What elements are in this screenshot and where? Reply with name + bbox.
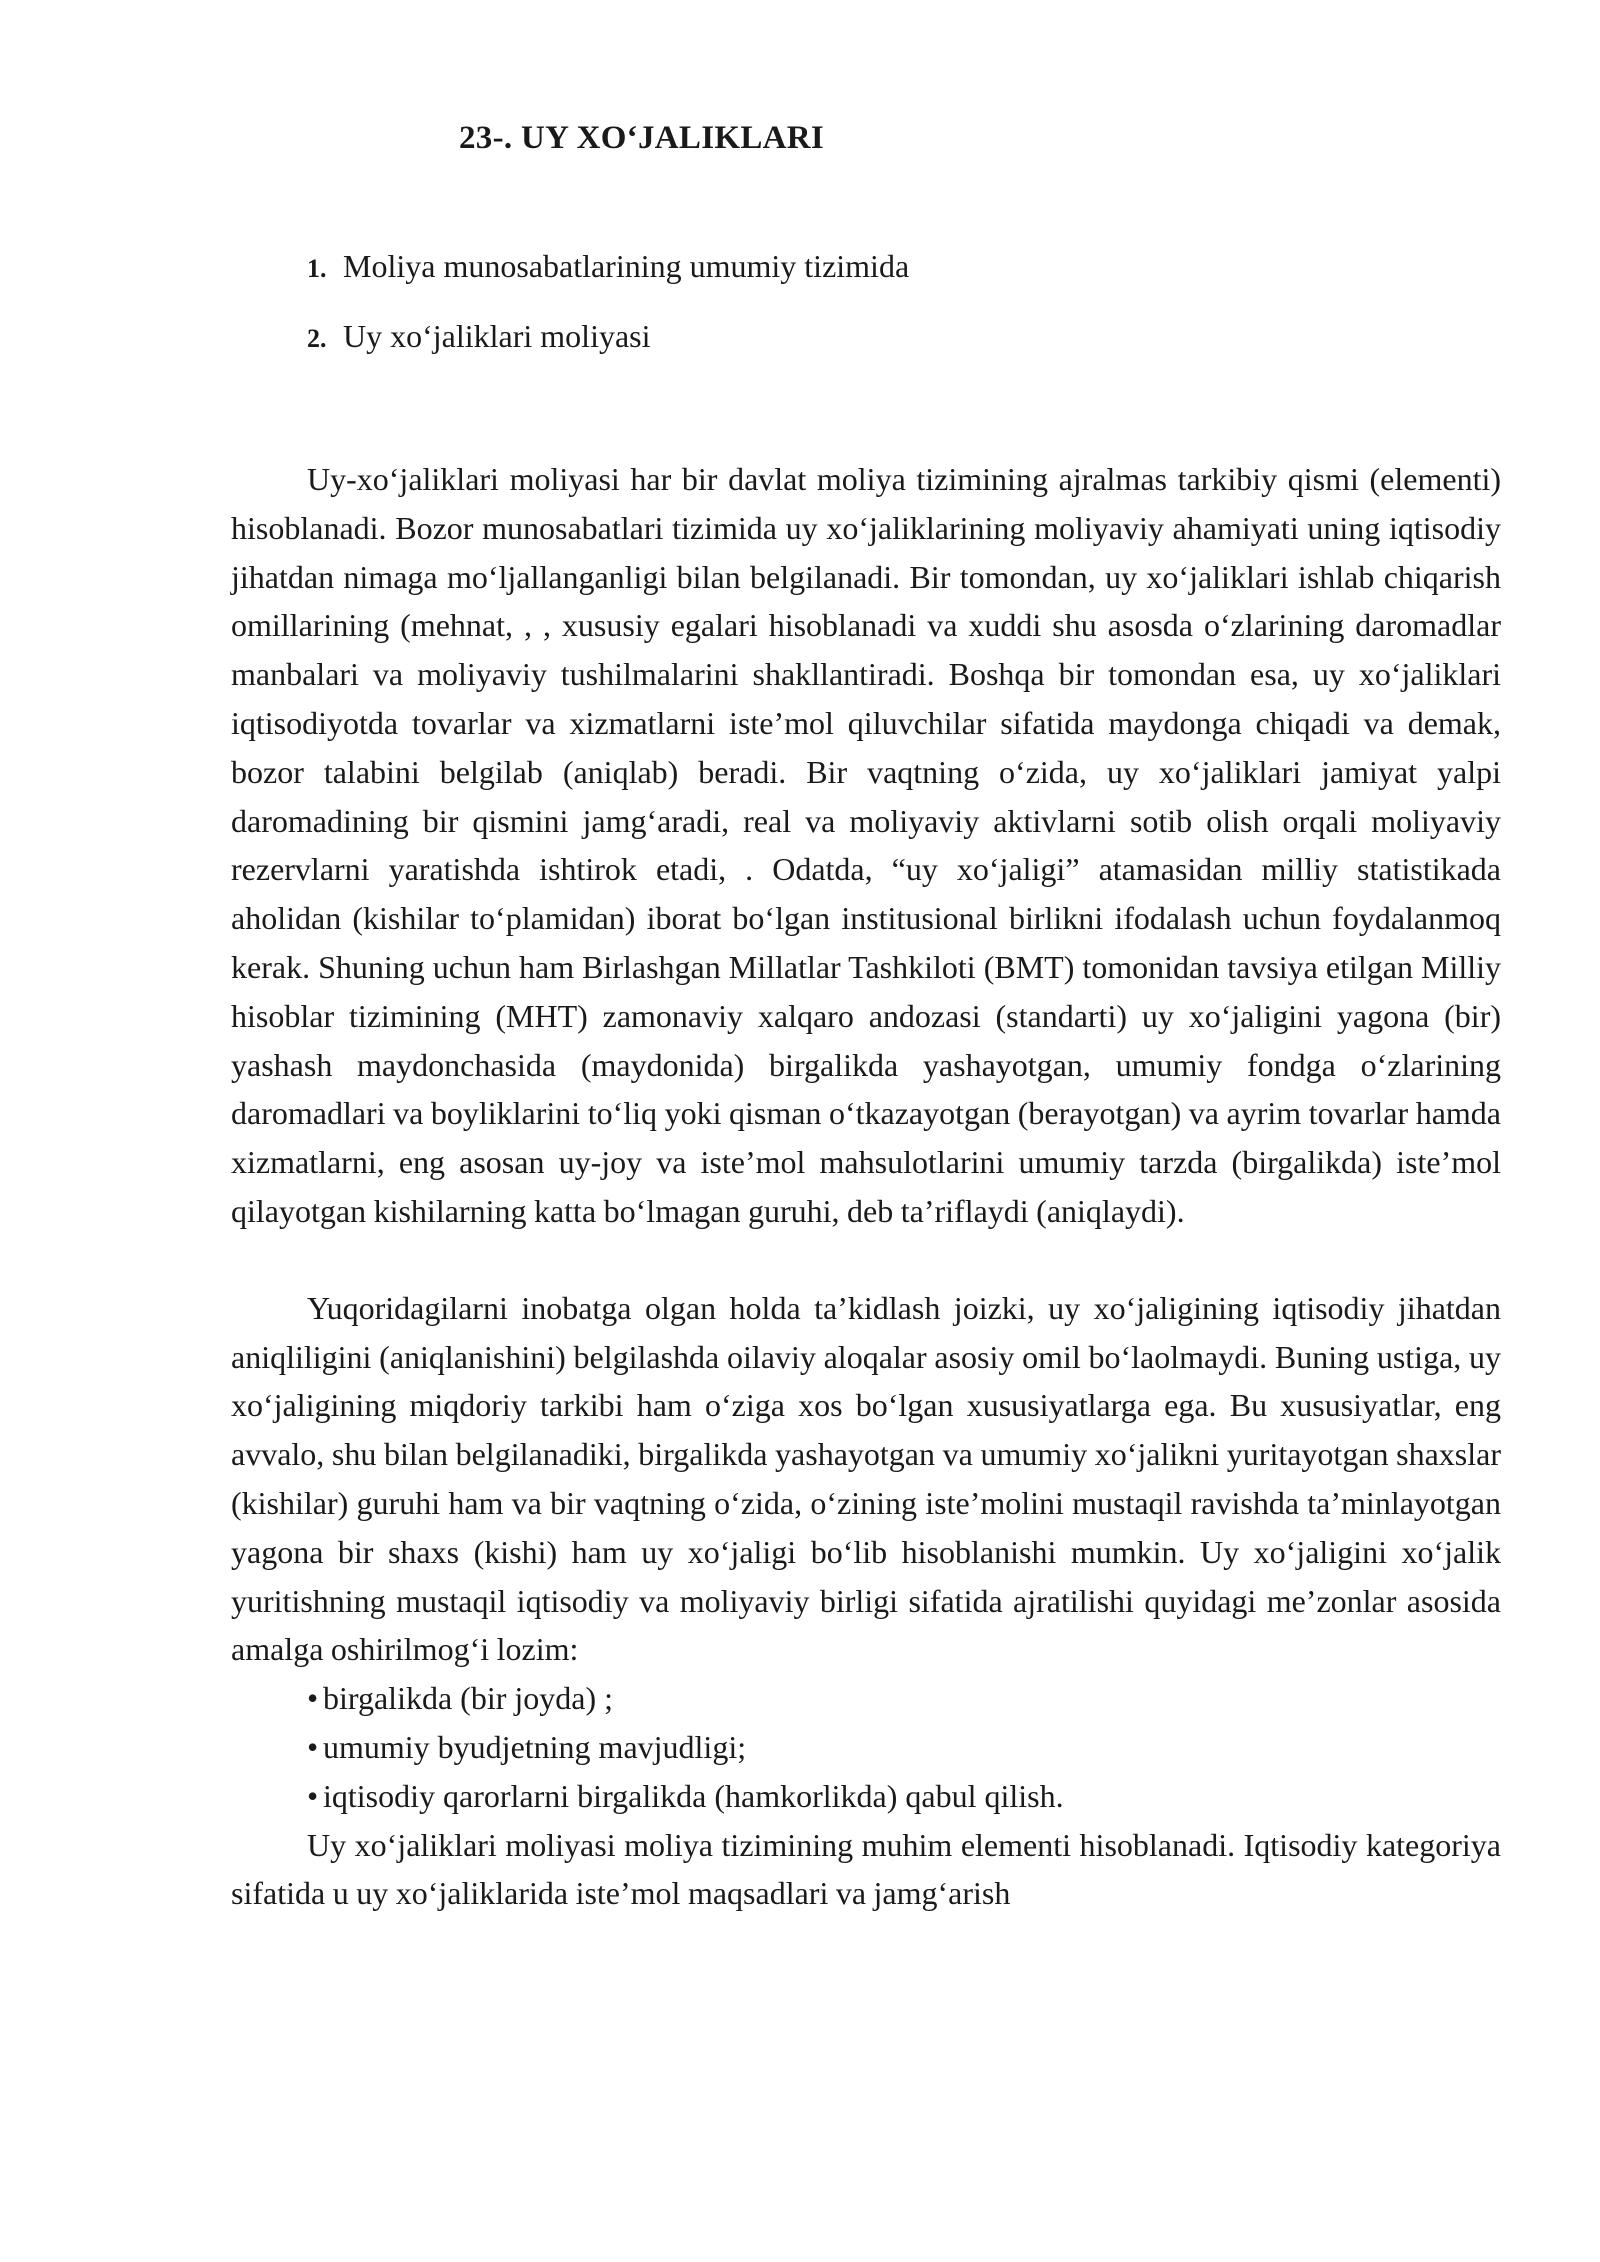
list-item bbox=[307, 1674, 1501, 1723]
list-item bbox=[307, 1723, 1501, 1772]
bullet-icon: • bbox=[307, 1777, 319, 1814]
body-text bbox=[231, 455, 1501, 1918]
paragraph-3: Uy xo‘jaliklari moliyasi moliya tizimining muhim elementi hisoblanadi. Iqtisodiy kategoriya sifatida u uy xo‘jaliklarida iste’mol maqsadlari va jamg‘arish bbox=[231, 1826, 1501, 1912]
topic-number: 1. bbox=[307, 254, 327, 283]
topic-text: Uy xo‘jaliklari moliyasi bbox=[343, 318, 651, 354]
criteria-list bbox=[231, 1674, 1501, 1820]
paragraph-2: Yuqoridagilarni inobatga olgan holda ta’kidlash joizki, uy xo‘jaligining iqtisodiy jihatdan aniqliligini (aniqlanishini) belgilashda oilaviy aloqalar asosiy omil bo‘laolmaydi. Buning ustiga, uy xo‘jaligining miqdoriy tarkibi ham o‘ziga xos bo‘lgan xususiyatlarga ega. Bu xususiyatlar, eng avvalo, shu bilan belgilanadiki, birgalikda yashayotgan va umumiy xo‘jalikni yuritayotgan shaxslar (kishilar) guruhi ham va bir vaqtning o‘zida, o‘zining iste’molini mustaqil ravishda ta’minlayotgan yagona bir shaxs (kishi) ham uy xo‘jaligi bo‘lib hisoblanishi mumkin. Uy xo‘jaligini xo‘jalik yuritishning mustaqil iqtisodiy va moliyaviy birligi sifatida ajratilishi quyidagi me’zonlar asosida amalga oshirilmog‘i lozim: bbox=[231, 1289, 1501, 1668]
topic-item bbox=[307, 316, 909, 356]
page-title: 23-. UY XO‘JALIKLARI bbox=[459, 120, 825, 156]
list-item-text: iqtisodiy qarorlarni birgalikda (hamkorlikda) qabul qilish. bbox=[323, 1777, 1064, 1814]
bullet-icon: • bbox=[307, 1728, 319, 1765]
topic-item bbox=[307, 246, 909, 286]
paragraph-1: Uy-xo‘jaliklari moliyasi har bir davlat moliya tizimining ajralmas tarkibiy qismi (elementi) hisoblanadi. Bozor munosabatlari tizimida uy xo‘jaliklarining moliyaviy ahamiyati uning iqtisodiy jihatdan nimaga mo‘ljallanganligi bilan belgilanadi. Bir tomondan, uy xo‘jaliklari ishlab chiqarish omillarining (mehnat, , , xususiy egalari hisoblanadi va xuddi shu asosda o‘zlarining daromadlar manbalari va moliyaviy tushilmalarini shakllantiradi. Boshqa bir tomondan esa, uy xo‘jaliklari iqtisodiyotda tovarlar va xizmatlarni iste’mol qiluvchilar sifatida maydonga chiqadi va demak, bozor talabini belgilab (aniqlab) beradi. Bir vaqtning o‘zida, uy xo‘jaliklari jamiyat yalpi daromadining bir qismini jamg‘aradi, real va moliyaviy aktivlarni sotib olish orqali moliyaviy rezervlarni yaratishda ishtirok etadi, . Odatda, “uy xo‘jaligi” atamasidan milliy statistikada aholidan (kishilar to‘plamidan) iborat bo‘lgan institusional birlikni ifodalash uchun foydalanmoq kerak. Shuning uchun ham Birlashgan Millatlar Tashkiloti (BMT) tomonidan tavsiya etilgan Milliy hisoblar tizimining (MHT) zamonaviy xalqaro andozasi (standarti) uy xo‘jaligini yagona (bir) yashash maydonchasida (maydonida) birgalikda yashayotgan, umumiy fondga o‘zlarining daromadlari va boyliklarini to‘liq yoki qisman o‘tkazayotgan (berayotgan) va ayrim tovarlar hamda xizmatlarni, eng asosan uy-joy va iste’mol mahsulotlarini umumiy tarzda (birgalikda) iste’mol qilayotgan kishilarning katta bo‘lmagan guruhi, deb ta’riflaydi (aniqlaydi). bbox=[231, 461, 1501, 1229]
topic-text: Moliya munosabatlarining umumiy tizimida bbox=[343, 248, 910, 284]
list-item-text: birgalikda (bir joyda) ; bbox=[323, 1680, 613, 1717]
topic-number: 2. bbox=[307, 324, 327, 353]
bullet-icon: • bbox=[307, 1680, 319, 1717]
list-item bbox=[307, 1772, 1501, 1821]
topic-list bbox=[307, 246, 909, 386]
list-item-text: umumiy byudjetning mavjudligi; bbox=[323, 1728, 747, 1765]
